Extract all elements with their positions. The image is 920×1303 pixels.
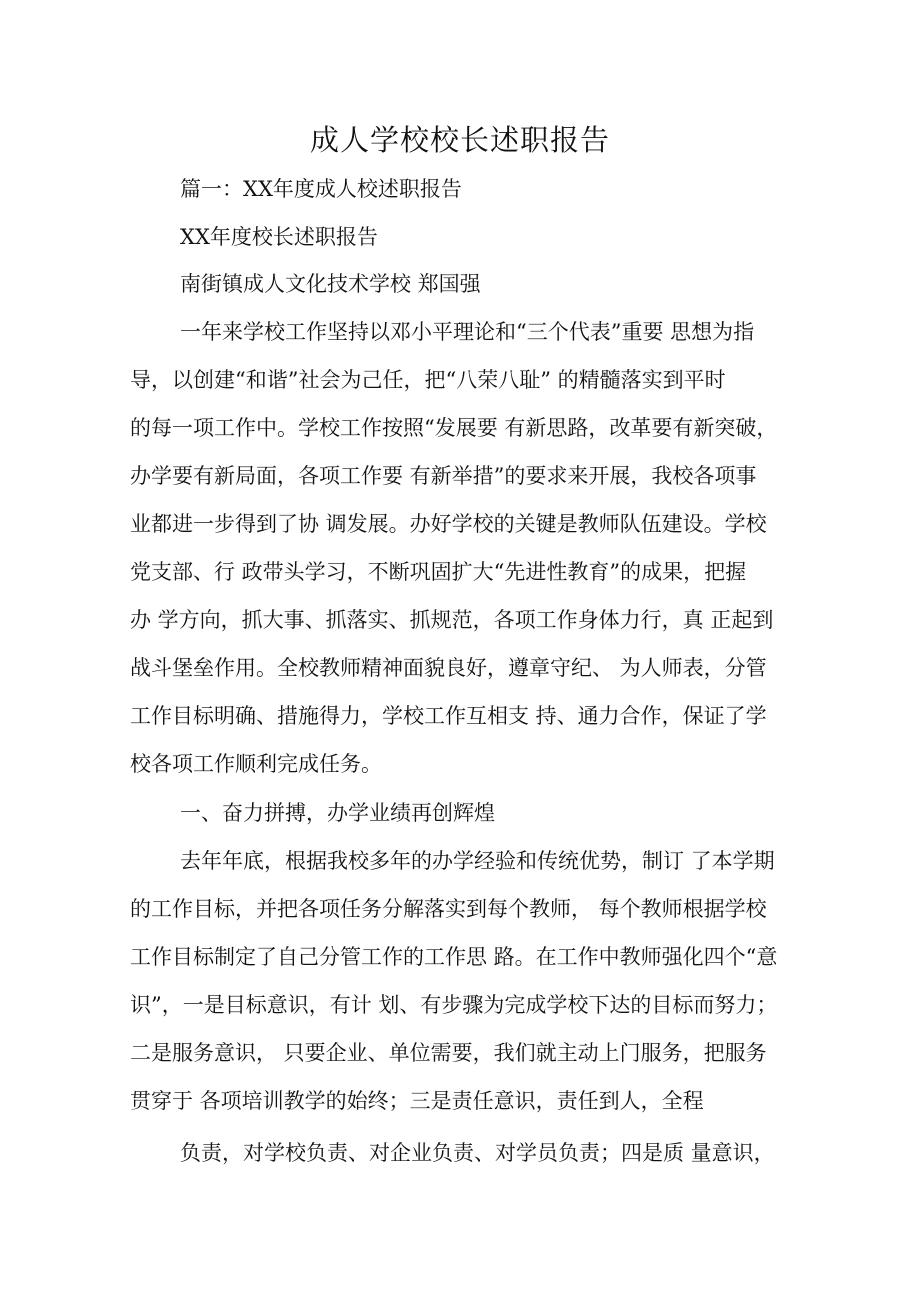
paragraph-line: 办 学方向，抓大事、抓落实、抓规范，各项工作身体力行，真 正起到 bbox=[130, 608, 774, 632]
report-heading-line: XX年度校长述职报告 bbox=[180, 225, 378, 249]
document-title: 成人学校校长述职报告 bbox=[309, 123, 610, 157]
paragraph-line: 一年来学校工作坚持以邓小平理论和“三个代表”重要 思想为指 bbox=[180, 320, 755, 344]
paragraph-line: 战斗堡垒作用。全校教师精神面貌良好，遵章守纪、 为人师表，分管 bbox=[130, 656, 767, 680]
subtitle-line: 篇一：XX年度成人校述职报告 bbox=[180, 177, 462, 201]
paragraph-line: 贯穿于 各项培训教学的始终；三是责任意识，责任到人，全程 bbox=[130, 1089, 704, 1113]
paragraph-line: 二是服务意识， 只要企业、单位需要，我们就主动上门服务，把服务 bbox=[130, 1041, 767, 1065]
paragraph-line: 去年年底，根据我校多年的办学经验和传统优势，制订 了本学期 bbox=[180, 849, 775, 873]
paragraph-line: 导，以创建“和谐”社会为己任，把“八荣八耻” 的精髓落实到平时 bbox=[130, 368, 726, 392]
author-line: 南街镇成人文化技术学校 郑国强 bbox=[180, 272, 481, 296]
paragraph-line: 办学要有新局面，各项工作要 有新举措”的要求来开展，我校各项事 bbox=[130, 464, 757, 488]
paragraph-line: 工作目标制定了自己分管工作的工作思 路。在工作中教师强化四个“意 bbox=[130, 945, 778, 969]
paragraph-line: 党支部、行 政带头学习，不断巩固扩大“先进性教育”的成果，把握 bbox=[130, 560, 747, 584]
paragraph-line: 校各项工作顺利完成任务。 bbox=[130, 752, 382, 776]
section-heading: 一、奋力拼搏，办学业绩再创辉煌 bbox=[180, 801, 495, 825]
paragraph-line: 业都进一步得到了协 调发展。办好学校的关键是教师队伍建设。学校 bbox=[130, 512, 767, 536]
paragraph-line: 识”，一是目标意识，有计 划、有步骤为完成学校下达的目标而努力； bbox=[130, 993, 778, 1017]
paragraph-line: 工作目标明确、措施得力，学校工作互相支 持、通力合作，保证了学 bbox=[130, 704, 767, 728]
paragraph-line: 负责，对学校负责、对企业负责、对学员负责；四是质 量意识， bbox=[180, 1141, 775, 1165]
paragraph-line: 的工作目标，并把各项任务分解落实到每个教师， 每个教师根据学校 bbox=[130, 897, 767, 921]
paragraph-line: 的每一项工作中。学校工作按照“发展要 有新思路，改革要有新突破， bbox=[130, 416, 778, 440]
